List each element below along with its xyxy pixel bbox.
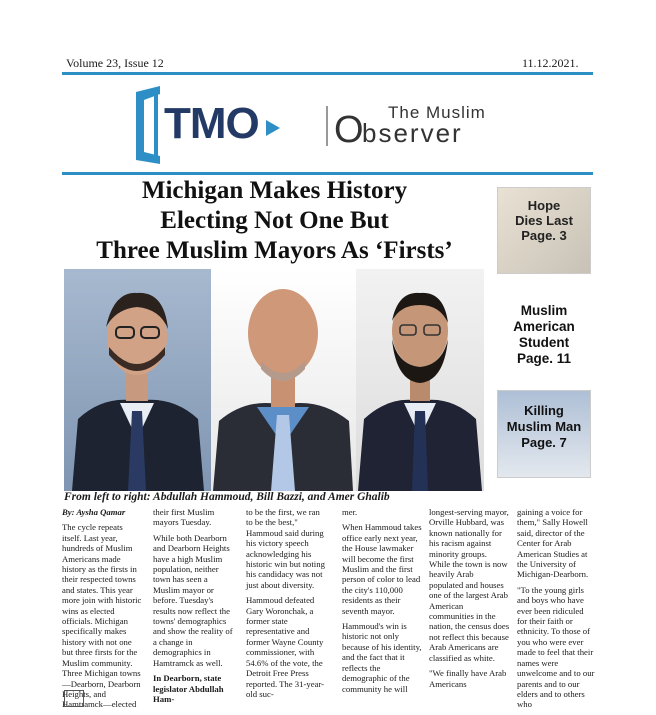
article-column-6: gaining a voice for them," Sally Howell said, director of the Center for Arab American Studies at the University of Michigan-Dearborn. "To the young girls and boys who have ever been ridiculed for their faith or ethnicity. To those of you who were ever made to feel that their names were unwelcome and to our parents and to our elders and to others who: [517, 507, 595, 710]
issue-date: 11.12.2021.: [522, 56, 579, 70]
headline-line-2: Electing Not One But: [160, 207, 389, 234]
teaser-muslim-american-student[interactable]: Muslim American Student Page. 11: [513, 303, 575, 366]
inline-graphic: [64, 690, 84, 707]
issue-volume: Volume 23, Issue 12: [66, 56, 164, 70]
teaser-hope-dies-last[interactable]: Hope Dies Last Page. 3: [497, 187, 591, 274]
article-column-2: their first Muslim mayors Tuesday. While both Dearborn and Dearborn Heights have a high Muslim population, neither town has seen a Muslim mayor or before. Tuesday's results now reflect the towns' demographics and show the reality of a change in demographics in Hamtramck as well. In Dearborn, state legislator Abdullah Ham-: [153, 507, 233, 704]
headline-line-1: Michigan Makes History: [141, 177, 408, 204]
photo-caption: From left to right: Abdullah Hammoud, Bill Bazzi, and Amer Ghalib: [64, 491, 390, 503]
teaser-killing-muslim-man[interactable]: Killing Muslim Man Page. 7: [497, 390, 591, 478]
tmo-logo: [134, 84, 534, 166]
logo-observer-rest: bserver: [362, 118, 463, 148]
logo-play-icon: [266, 120, 280, 136]
article-column-1: By: Aysha Qamar The cycle repeats itself. Last year, hundreds of Muslim Americans made history as the firsts in their respected towns and states. This year more join with historic wins as elected officials. Michigan specifically makes history with not one but three firsts for the Muslim community. Three Michigan towns—Dearborn, Dearborn Heights, and Hamtramck—elected: [62, 507, 142, 710]
logo-observer-o: O: [334, 109, 364, 151]
photo-abdullah-hammoud: [64, 269, 211, 491]
top-rule: [62, 72, 593, 75]
logo-the-muslim: The Muslim: [388, 103, 486, 122]
bottom-rule: [62, 172, 593, 175]
headline-line-3: Three Muslim Mayors As ‘Firsts’: [96, 237, 453, 264]
photo-bill-bazzi: [211, 269, 356, 491]
logo-letters: TMO: [164, 99, 259, 148]
article-column-5: longest-serving mayor, Orville Hubbard, was known nationally for his racism against minority groups. While the town is now heavily Arab populated and houses one of the largest Arab American communities in the nation, the census does not reflect this because Arab Americans are classified as white. "We finally have Arab Americans: [429, 507, 510, 689]
byline: By: Aysha Qamar: [62, 507, 126, 517]
headline: [62, 176, 487, 266]
article-column-4: mer. When Hammoud takes office early next year, the House lawmaker will become the first Muslim and the first person of color to lead the city's 110,000 residents as their seventh mayor. Hammoud's win is historic not only because of his identity, and the fact that it reflects the demographic of the community he will: [342, 507, 422, 694]
article-column-3: to be the first, we ran to be the best," Hammoud said during his victory speech acknowledging his historic win but noting his candidacy was not just about diversity. Hammoud defeated Gary Woronchak, a former state representative and former Wayne County commissioner, with 54.6% of the vote, the Detroit Free Press reported. The 31-year-old suc-: [246, 507, 325, 699]
photo-amer-ghalib: [356, 269, 484, 491]
